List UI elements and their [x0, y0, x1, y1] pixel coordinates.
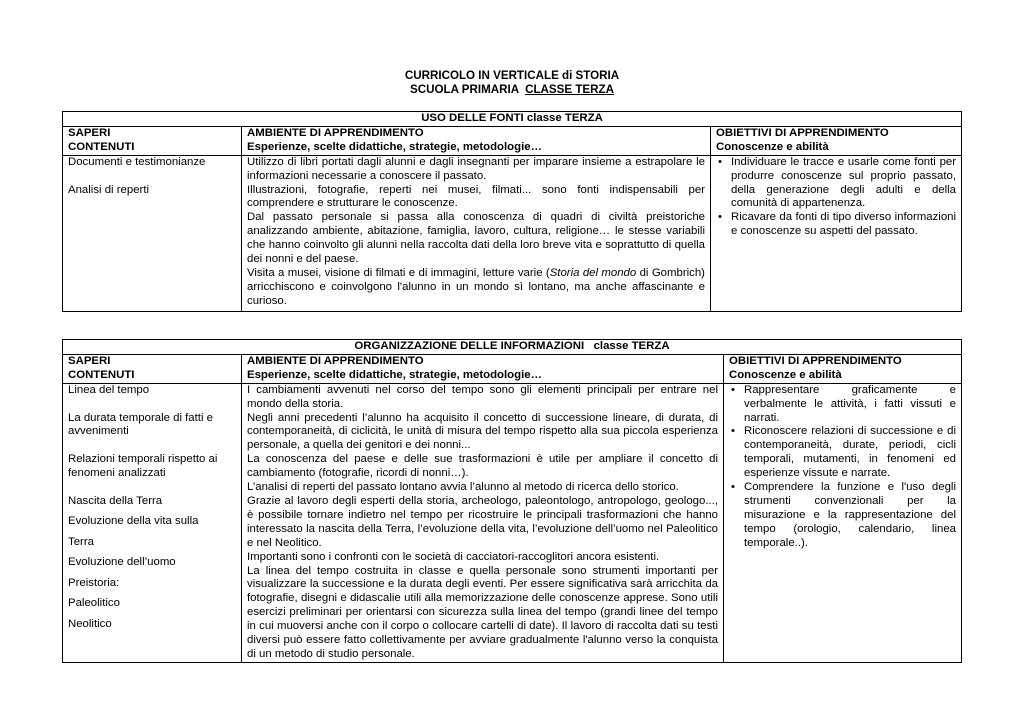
content-item: Neolitico [68, 617, 112, 630]
obiettivi-cell [724, 383, 962, 662]
obiettivi-cell [711, 155, 962, 311]
column-header-saperi [63, 126, 242, 155]
header-line: SAPERI [68, 126, 111, 139]
obiettivo-item: • Riconoscere relazioni di successione e di contemporaneità, durate, periodi, cicli temporali, mutamenti, in fenomeni ed esperienze vissute e narrate. [729, 425, 956, 481]
header-line: AMBIENTE DI APPRENDIMENTO [247, 354, 424, 367]
ambiente-paragraph: I cambiamenti avvenuti nel corso del tempo sono gli elementi principali per entrare nel mondo della storia. [247, 383, 718, 410]
document-title-line1: CURRICOLO IN VERTICALE di STORIA [404, 69, 620, 82]
content-item: La durata temporale di fatti e avvenimenti [68, 411, 214, 438]
ambiente-paragraph: L’analisi di reperti del passato lontano avvia l’alunno al metodo di ricerca dello storico. [247, 481, 679, 494]
obiettivi-list [729, 384, 956, 551]
ambiente-paragraph: Importanti sono i confronti con le società di cacciatori-raccoglitori ancora esistenti. [247, 550, 660, 563]
content-item: Evoluzione della vita sulla [68, 515, 199, 528]
ambiente-paragraph: Grazie al lavoro degli esperti della storia, archeologo, paleontologo, antropologo, geologo..., è possibile tornare indietro nel tempo per ricostruire le principali trasformazioni che hanno interessato la nascita della Terra, l’evoluzione della vita, l’evoluzione dell’uomo nel Paleolitico e nel Neolitico. [247, 494, 718, 549]
ambiente-paragraph: La conoscenza del paese e delle sue trasformazioni è utile per ampliare il concetto di cambiamento (fotografie, ricordi di nonni…). [247, 453, 718, 480]
header-line: Esperienze, scelte didattiche, strategie, metodologie… [247, 368, 542, 381]
header-line: CONTENUTI [68, 140, 135, 153]
content-item: Nascita della Terra [68, 494, 163, 507]
book-title: Storia del mondo [549, 266, 637, 279]
header-line: Conoscenze e abilità [716, 140, 829, 153]
ambiente-cell [242, 383, 724, 662]
content-item: Preistoria: [68, 576, 120, 589]
column-header-obiettivi [711, 126, 962, 155]
table-header-row [63, 354, 962, 383]
header-line: Conoscenze e abilità [729, 368, 842, 381]
ambiente-paragraph: Dal passato personale si passa alla conoscenza di quadri di civiltà preistoriche analizzando ambiente, abitazione, famiglia, lavoro, cultura, religione… le stesse variabili che hanno coinvolto gli alunni nella raccolta dati della loro breve vita e soprattutto di quella dei nonni e del paese. [247, 211, 705, 266]
table-row [63, 383, 962, 662]
document-subtitle-prefix: SCUOLA PRIMARIA [410, 83, 526, 96]
ambiente-paragraph: Illustrazioni, fotografie, reperti nei musei, filmati... sono fonti indispensabili per comprendere e strutturare le conoscenze. [247, 183, 705, 210]
column-header-saperi [63, 354, 242, 383]
contents-cell [63, 383, 242, 662]
table-title-row [63, 112, 962, 127]
content-item: Paleolitico [68, 597, 120, 610]
table-title: USO DELLE FONTI classe TERZA [63, 112, 962, 127]
ambiente-text: Visita a musei, visione di filmati e di immagini, letture varie ( [247, 266, 550, 279]
header-line: AMBIENTE DI APPRENDIMENTO [247, 126, 424, 139]
ambiente-paragraph: La linea del tempo costruita in classe e quella personale sono strumenti importanti per visualizzare la successione e la durata degli eventi. Per essere significativa sarà arricchita da fotografie, disegni e didascalie utili alla memorizzazione delle conoscenze apprese. Sono utili esercizi preliminari per orientarsi con sicurezza sulla linea del tempo (grandi linee del tempo in cui muoversi anche con il corpo o collocare cartelli di date). Il lavoro di raccolta dati su testi diversi può essere fatto collettivamente per avviare gradualmente l'alunno verso la conquista di un metodo di studio personale. [247, 564, 718, 660]
ambiente-paragraph [247, 267, 705, 309]
table-row [63, 155, 962, 311]
obiettivo-item: • Individuare le tracce e usarle come fonti per produrre conoscenze sul proprio passato, della generazione degli adulti e della comunità di appartenenza. [716, 156, 956, 212]
document-subtitle [0, 83, 1024, 97]
table-header-row [63, 126, 962, 155]
content-item: Documenti e testimonianze [68, 155, 206, 168]
obiettivo-item: • Rappresentare graficamente e verbalmente le attività, i fatti vissuti e narrati. [729, 384, 956, 426]
header-line: OBIETTIVI DI APPRENDIMENTO [729, 354, 902, 367]
header-line: CONTENUTI [68, 368, 135, 381]
column-header-ambiente [242, 126, 711, 155]
document-subtitle-underlined: CLASSE TERZA [525, 83, 614, 96]
obiettivi-list [716, 156, 956, 239]
ambiente-paragraph: Utilizzo di libri portati dagli alunni e dagli insegnanti per imparare insieme a estrapolare le informazioni necessarie a conoscere il passato. [247, 155, 705, 182]
content-item: Terra [68, 535, 94, 548]
obiettivo-item: • Comprendere la funzione e l'uso degli strumenti convenzionali per la misurazione e la rappresentazione del tempo (orologio, calendario, linea temporale..). [729, 481, 956, 551]
document-title [0, 69, 1024, 83]
table-organizzazione-informazioni [62, 339, 962, 663]
column-header-ambiente [242, 354, 724, 383]
content-item: Relazioni temporali rispetto ai fenomeni analizzati [68, 453, 218, 480]
header-line: Esperienze, scelte didattiche, strategie, metodologie… [247, 140, 542, 153]
ambiente-text: di Gombrich) arricchiscono e coinvolgono l'alunno in un mondo sì lontano, ma anche affascinante e curioso. [247, 266, 705, 307]
content-item: Linea del tempo [68, 383, 150, 396]
table-title: ORGANIZZAZIONE DELLE INFORMAZIONI classe TERZA [63, 340, 962, 355]
header-line: SAPERI [68, 354, 111, 367]
obiettivo-item: • Ricavare da fonti di tipo diverso informazioni e conoscenze su aspetti del passato. [716, 211, 956, 239]
contents-cell [63, 155, 242, 311]
ambiente-paragraph: Negli anni precedenti l’alunno ha acquisito il concetto di successione lineare, di durata, di contemporaneità, di ciclicità, le unità di misura del tempo rispetto alla sua piccola esperienza personale, a quella dei genitori e dei nonni... [247, 411, 718, 452]
header-line: OBIETTIVI DI APPRENDIMENTO [716, 126, 889, 139]
content-item: Evoluzione dell’uomo [68, 556, 176, 569]
table-title-row [63, 340, 962, 355]
content-item: Analisi di reperti [68, 183, 150, 196]
ambiente-cell [242, 155, 711, 311]
table-uso-delle-fonti [62, 111, 962, 312]
column-header-obiettivi [724, 354, 962, 383]
